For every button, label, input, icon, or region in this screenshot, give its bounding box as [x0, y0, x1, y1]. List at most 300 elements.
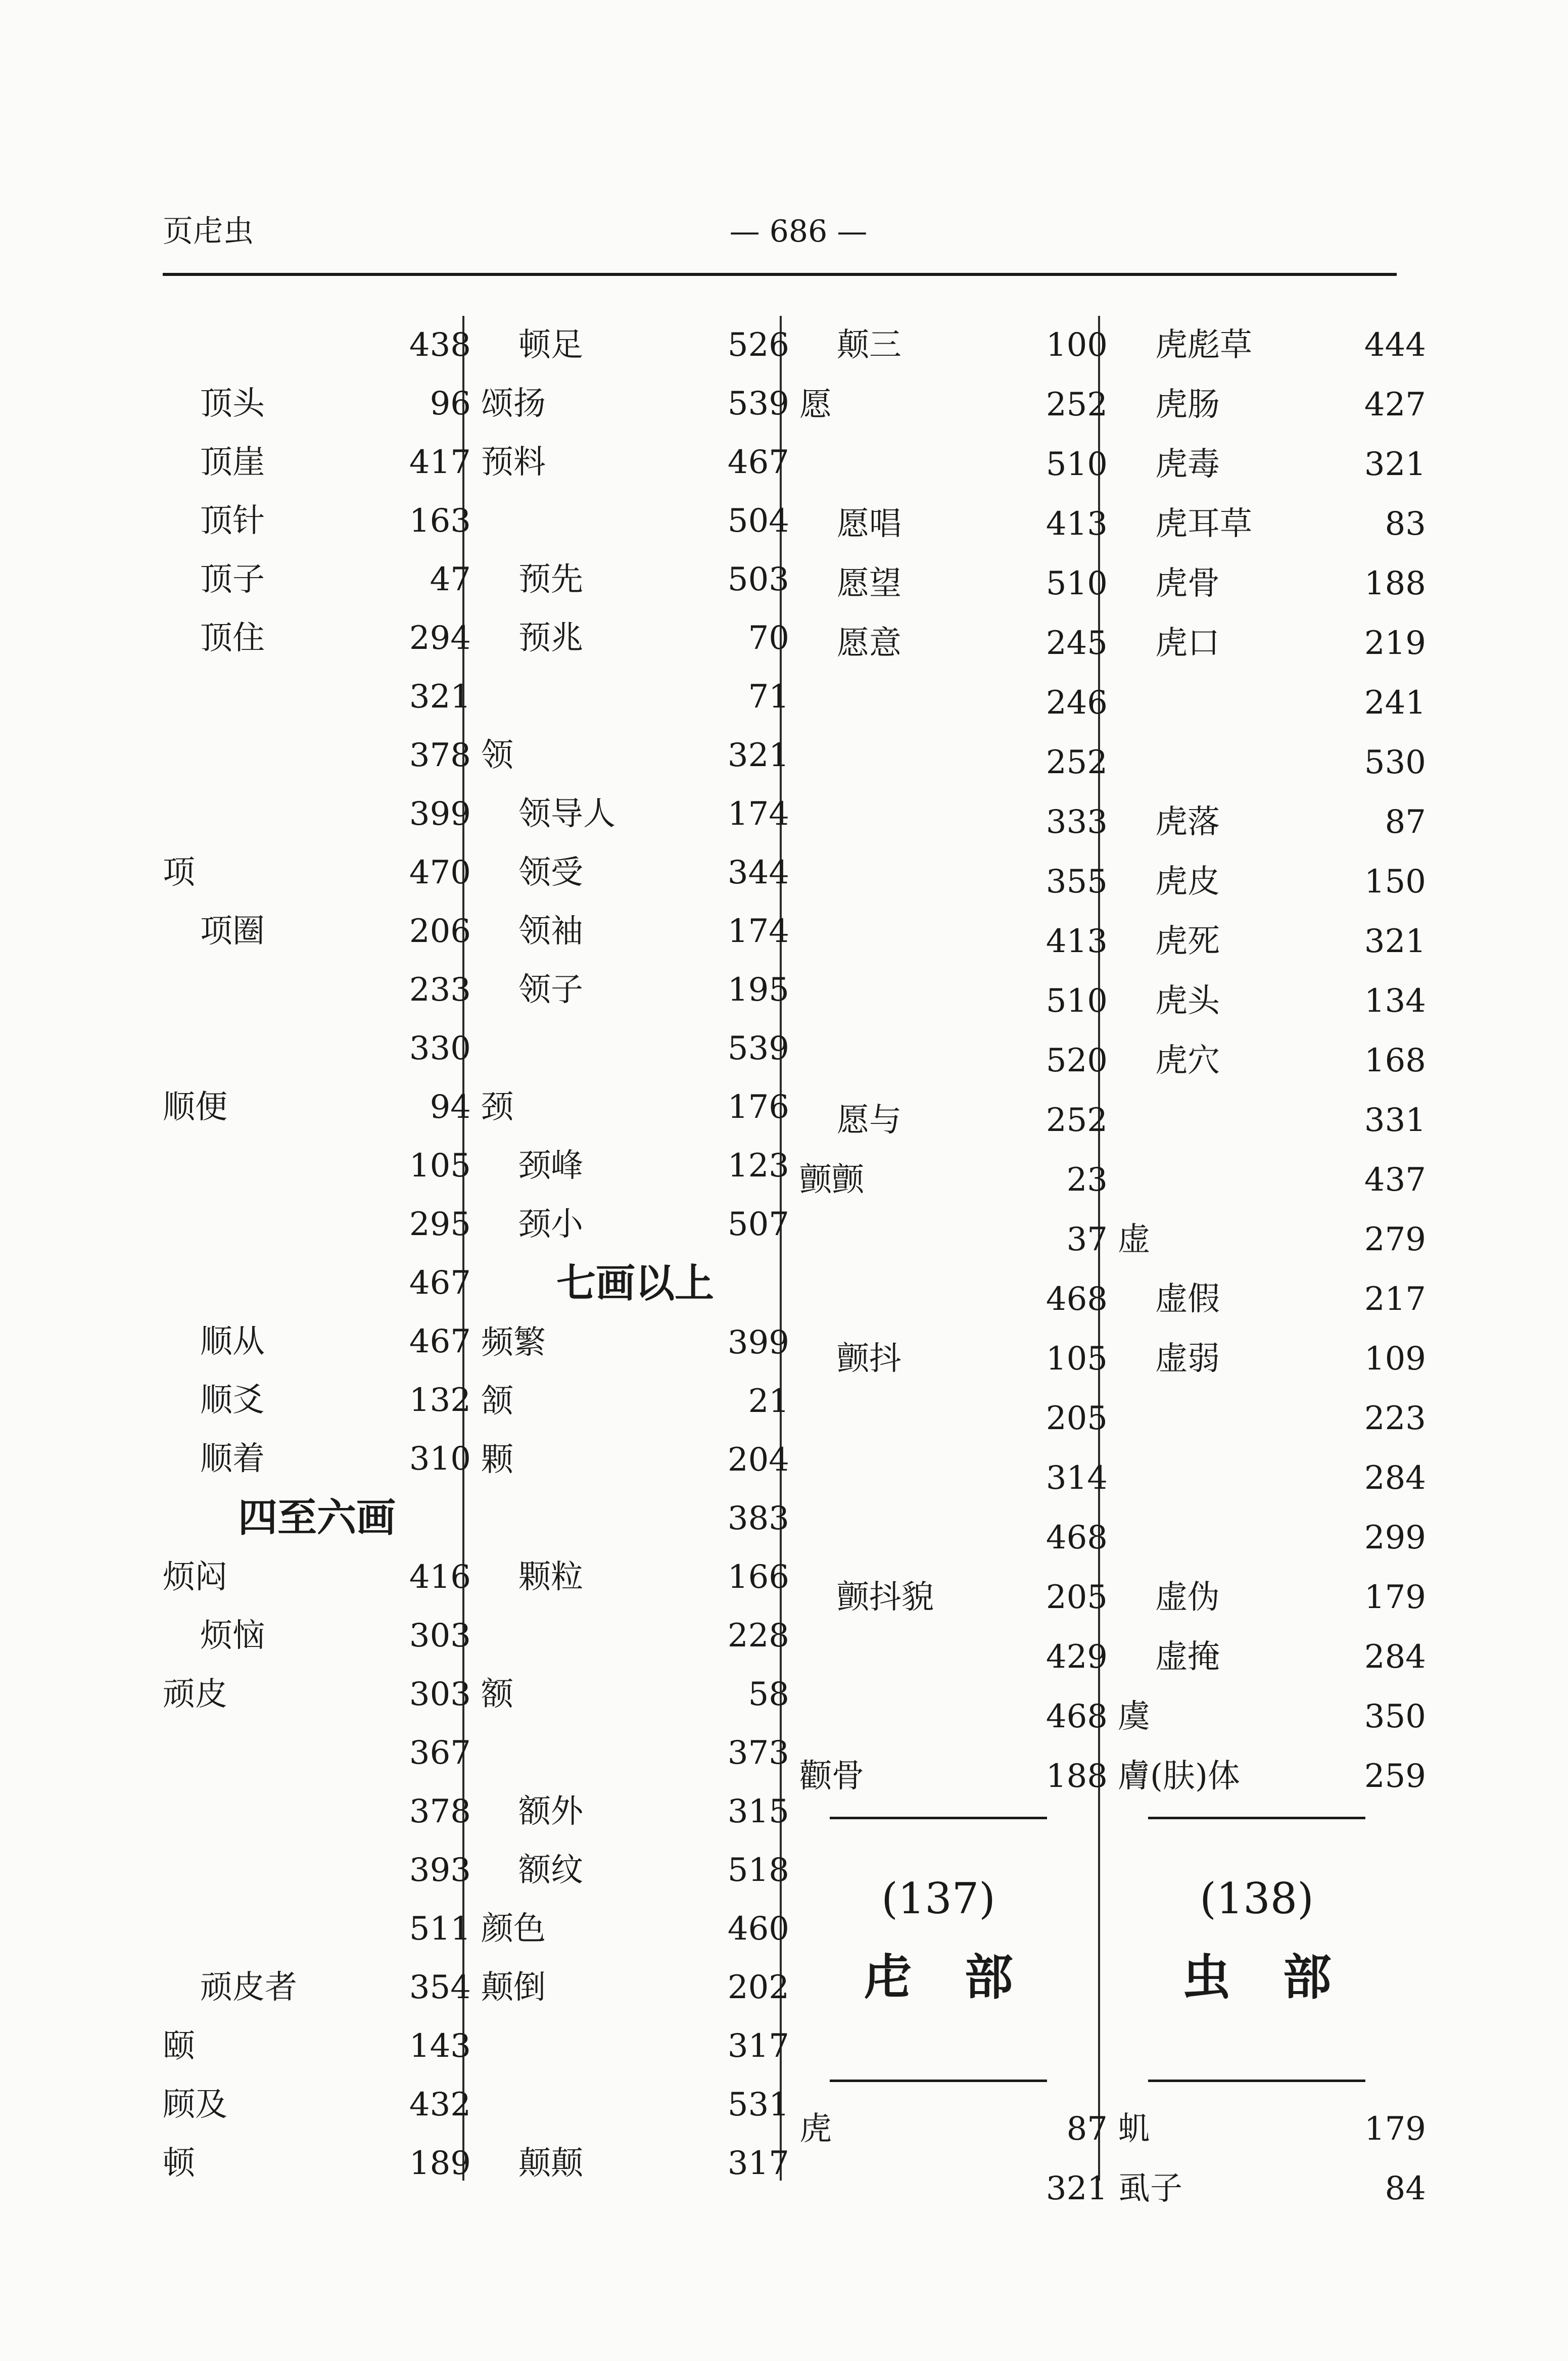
entry-page-number: 195 — [727, 971, 789, 1009]
entry-term: 虚 — [1118, 1221, 1150, 1258]
index-entry — [163, 492, 471, 550]
index-entry — [163, 2134, 471, 2193]
radical-number: (138) — [1200, 1874, 1314, 1923]
entry-term: 顿 — [163, 2145, 195, 2182]
radical-number: (137) — [881, 1874, 995, 1923]
entry-page-number: 539 — [727, 1030, 789, 1067]
entry-page-number: 444 — [1364, 326, 1426, 364]
index-entry — [163, 1665, 471, 1724]
entry-page-number: 531 — [727, 2086, 789, 2123]
index-entry — [799, 853, 1108, 912]
index-entry — [481, 1900, 789, 1958]
entry-term: 颧骨 — [799, 1758, 864, 1795]
entry-term: 虎耳草 — [1155, 505, 1252, 543]
entry-page-number: 321 — [409, 678, 471, 716]
radical-title: 虍 部 — [864, 1949, 1013, 2006]
entry-page-number: 204 — [727, 1441, 789, 1479]
entry-page-number: 413 — [1046, 505, 1108, 543]
index-entry — [163, 1371, 471, 1430]
index-entry — [799, 912, 1108, 972]
entry-term: 顶崖 — [200, 444, 265, 481]
entry-page-number: 58 — [748, 1676, 789, 1713]
running-head-radicals: 页虍虫 — [163, 214, 254, 249]
entry-page-number: 188 — [1364, 565, 1426, 602]
entry-term: 虎穴 — [1155, 1042, 1220, 1079]
index-entry — [799, 1568, 1108, 1628]
entry-page-number: 399 — [409, 795, 471, 833]
index-entry — [1118, 316, 1426, 375]
entry-page-number: 467 — [727, 444, 789, 481]
entry-page-number: 373 — [727, 1734, 789, 1772]
entry-page-number: 510 — [1046, 565, 1108, 602]
index-entry — [481, 961, 789, 1019]
index-entry — [481, 1078, 789, 1137]
index-entry — [163, 1900, 471, 1958]
entry-page-number: 241 — [1364, 684, 1426, 722]
index-entry — [481, 492, 789, 550]
entry-page-number: 378 — [409, 1793, 471, 1830]
entry-term: 颤颤 — [799, 1161, 864, 1199]
entry-term: 烦恼 — [200, 1617, 265, 1655]
entry-page-number: 399 — [727, 1324, 789, 1361]
index-entry — [1118, 793, 1426, 853]
index-entry — [1118, 912, 1426, 972]
entry-page-number: 179 — [1364, 2110, 1426, 2148]
index-entry — [481, 902, 789, 961]
entry-page-number: 284 — [1364, 1638, 1426, 1676]
entry-term: 预料 — [481, 444, 546, 481]
index-entry — [1118, 1270, 1426, 1330]
page-number: — 686 — — [729, 214, 868, 249]
index-column-4 — [1118, 316, 1426, 2219]
index-entry — [163, 1078, 471, 1137]
entry-term: 虮 — [1118, 2110, 1150, 2148]
index-entry — [799, 1210, 1108, 1270]
index-column-2 — [481, 316, 789, 2193]
index-entry — [1118, 1628, 1426, 1687]
index-entry — [799, 793, 1108, 853]
index-entry — [799, 2159, 1108, 2219]
entry-page-number: 123 — [727, 1147, 789, 1185]
index-entry — [799, 674, 1108, 733]
entry-term: 顿足 — [518, 326, 583, 364]
entry-page-number: 223 — [1364, 1400, 1426, 1437]
radical-rule-top — [1148, 1817, 1365, 1819]
entry-term: 膚(肤)体 — [1118, 1758, 1240, 1795]
entry-page-number: 526 — [727, 326, 789, 364]
entry-page-number: 202 — [727, 1969, 789, 2006]
entry-page-number: 510 — [1046, 982, 1108, 1020]
entry-term: 颗 — [481, 1441, 513, 1479]
entry-page-number: 520 — [1046, 1042, 1108, 1079]
index-column-1 — [163, 316, 471, 2193]
index-entry — [1118, 1508, 1426, 1568]
index-entry — [799, 1330, 1108, 1389]
entry-term: 颠倒 — [481, 1969, 546, 2006]
entry-page-number: 206 — [409, 913, 471, 950]
index-entry — [1118, 2100, 1426, 2159]
header-rule — [163, 273, 1397, 276]
entry-page-number: 432 — [409, 2086, 471, 2123]
entry-term: 虚伪 — [1155, 1579, 1220, 1616]
index-entry — [799, 495, 1108, 554]
entry-page-number: 299 — [1364, 1519, 1426, 1556]
entry-page-number: 315 — [727, 1793, 789, 1830]
entry-term: 虎死 — [1155, 923, 1220, 960]
index-entry — [1118, 375, 1426, 435]
entry-page-number: 245 — [1046, 625, 1108, 662]
entry-page-number: 189 — [409, 2145, 471, 2182]
index-entry — [799, 1389, 1108, 1449]
index-entry — [481, 1195, 789, 1254]
index-entry — [1118, 1687, 1426, 1747]
entry-term: 预先 — [518, 561, 583, 598]
entry-page-number: 468 — [1046, 1698, 1108, 1735]
stroke-count-heading: 四至六画 — [237, 1495, 396, 1541]
entry-page-number: 518 — [727, 1852, 789, 1889]
index-entry — [799, 614, 1108, 674]
radical-title: 虫 部 — [1182, 1949, 1332, 2006]
index-entry — [163, 843, 471, 902]
entry-term: 顾及 — [163, 2086, 227, 2123]
entry-term: 愿望 — [837, 565, 901, 602]
entry-page-number: 168 — [1364, 1042, 1426, 1079]
entry-term: 愿 — [799, 386, 832, 423]
index-entry — [799, 375, 1108, 435]
entry-term: 颔 — [481, 1383, 513, 1420]
entry-term: 顽皮者 — [200, 1969, 297, 2006]
index-entry — [163, 785, 471, 843]
entry-term: 虎口 — [1155, 625, 1220, 662]
index-entry — [799, 1687, 1108, 1747]
index-entry — [163, 1254, 471, 1312]
index-entry — [799, 1270, 1108, 1330]
entry-page-number: 205 — [1046, 1579, 1108, 1616]
entry-term: 烦闷 — [163, 1559, 227, 1596]
index-entry — [1118, 495, 1426, 554]
index-entry — [163, 316, 471, 374]
entry-page-number: 295 — [409, 1206, 471, 1243]
index-entry — [163, 374, 471, 433]
entry-page-number: 163 — [409, 502, 471, 540]
entry-term: 颠颠 — [518, 2145, 583, 2182]
entry-page-number: 539 — [727, 385, 789, 422]
entry-term: 愿与 — [837, 1102, 901, 1139]
radical-rule-top — [830, 1817, 1047, 1819]
entry-page-number: 468 — [1046, 1281, 1108, 1318]
index-entry — [799, 1449, 1108, 1508]
index-column-3 — [799, 316, 1108, 2219]
index-entry — [1118, 1449, 1426, 1508]
entry-page-number: 233 — [409, 971, 471, 1009]
entry-page-number: 504 — [727, 502, 789, 540]
entry-page-number: 252 — [1046, 744, 1108, 781]
entry-term: 颠三 — [837, 326, 901, 364]
index-entry — [1118, 1389, 1426, 1449]
entry-page-number: 94 — [430, 1089, 471, 1126]
entry-page-number: 383 — [727, 1500, 789, 1537]
index-entry — [1118, 435, 1426, 495]
entry-page-number: 355 — [1046, 863, 1108, 901]
index-entry — [163, 902, 471, 961]
index-entry — [1118, 1091, 1426, 1151]
index-entry — [481, 316, 789, 374]
entry-page-number: 350 — [1364, 1698, 1426, 1735]
index-entry — [481, 1137, 789, 1195]
entry-page-number: 470 — [409, 854, 471, 891]
index-entry — [799, 1031, 1108, 1091]
index-entry — [163, 1137, 471, 1195]
entry-term: 顺从 — [200, 1323, 265, 1360]
entry-term: 额外 — [518, 1793, 583, 1830]
entry-page-number: 303 — [409, 1617, 471, 1655]
entry-term: 颂扬 — [481, 385, 546, 422]
entry-page-number: 259 — [1364, 1758, 1426, 1795]
entry-page-number: 417 — [409, 444, 471, 481]
entry-term: 领导人 — [518, 795, 615, 833]
index-entry — [481, 2075, 789, 2134]
entry-term: 顶子 — [200, 561, 265, 598]
index-entry — [481, 1372, 789, 1431]
index-entry — [163, 1312, 471, 1371]
index-entry — [1118, 1151, 1426, 1210]
index-entry — [1118, 733, 1426, 793]
entry-page-number: 23 — [1066, 1161, 1108, 1199]
entry-page-number: 503 — [727, 561, 789, 598]
index-entry — [481, 1489, 789, 1548]
entry-term: 颈峰 — [518, 1147, 583, 1185]
entry-page-number: 511 — [409, 1910, 471, 1948]
index-entry — [1118, 1031, 1426, 1091]
entry-term: 领子 — [518, 971, 583, 1009]
entry-page-number: 321 — [1046, 2170, 1108, 2207]
entry-page-number: 367 — [409, 1734, 471, 1772]
entry-term: 愿唱 — [837, 505, 901, 543]
entry-page-number: 427 — [1364, 386, 1426, 423]
entry-page-number: 217 — [1364, 1281, 1426, 1318]
entry-page-number: 83 — [1385, 505, 1426, 543]
entry-page-number: 166 — [727, 1559, 789, 1596]
entry-term: 频繁 — [481, 1324, 546, 1361]
index-entry — [163, 1607, 471, 1665]
index-entry — [799, 1151, 1108, 1210]
index-entry — [163, 1019, 471, 1078]
entry-page-number: 321 — [727, 737, 789, 774]
entry-page-number: 174 — [727, 795, 789, 833]
index-entry — [481, 2017, 789, 2075]
index-entry — [1118, 1568, 1426, 1628]
index-entry — [799, 972, 1108, 1031]
entry-term: 虚弱 — [1155, 1340, 1220, 1378]
entry-term: 虎骨 — [1155, 565, 1220, 602]
index-entry — [163, 550, 471, 609]
entry-page-number: 96 — [430, 385, 471, 422]
entry-page-number: 109 — [1364, 1340, 1426, 1378]
entry-page-number: 176 — [727, 1089, 789, 1126]
entry-term: 额 — [481, 1676, 513, 1713]
index-entry — [799, 1508, 1108, 1568]
entry-term: 虎头 — [1155, 982, 1220, 1020]
index-entry — [1118, 1747, 1426, 1807]
entry-page-number: 150 — [1364, 863, 1426, 901]
index-entry — [163, 1548, 471, 1607]
index-entry — [481, 785, 789, 843]
entry-term: 顺着 — [200, 1440, 265, 1478]
entry-page-number: 429 — [1046, 1638, 1108, 1676]
entry-page-number: 321 — [1364, 923, 1426, 960]
index-entry — [799, 1091, 1108, 1151]
entry-page-number: 413 — [1046, 923, 1108, 960]
entry-term: 额纹 — [518, 1852, 583, 1889]
index-entry — [163, 668, 471, 726]
entry-page-number: 416 — [409, 1559, 471, 1596]
entry-page-number: 467 — [409, 1264, 471, 1302]
entry-term: 颤抖貌 — [837, 1579, 934, 1616]
index-entry — [1118, 853, 1426, 912]
index-entry — [481, 1782, 789, 1841]
index-entry — [163, 1430, 471, 1488]
radical-section — [799, 1807, 1108, 2100]
entry-page-number: 354 — [409, 1969, 471, 2006]
index-entry — [481, 2134, 789, 2193]
entry-page-number: 84 — [1385, 2170, 1426, 2207]
entry-term: 虎肠 — [1155, 386, 1220, 423]
entry-page-number: 510 — [1046, 446, 1108, 483]
entry-term: 虞 — [1118, 1698, 1150, 1735]
index-entry — [1118, 614, 1426, 674]
index-entry — [799, 2100, 1108, 2159]
entry-page-number: 188 — [1046, 1758, 1108, 1795]
entry-page-number: 143 — [409, 2027, 471, 2065]
entry-term: 领 — [481, 737, 513, 774]
index-entry — [481, 609, 789, 668]
entry-page-number: 179 — [1364, 1579, 1426, 1616]
entry-term: 颈 — [481, 1089, 513, 1126]
radical-section — [1118, 1807, 1426, 2100]
index-entry — [481, 1841, 789, 1900]
entry-page-number: 378 — [409, 737, 471, 774]
entry-term: 颤抖 — [837, 1340, 901, 1378]
index-entry — [481, 374, 789, 433]
entry-term: 顶住 — [200, 620, 265, 657]
index-entry — [481, 726, 789, 785]
index-entry — [163, 1841, 471, 1900]
entry-term: 顺爻 — [200, 1382, 265, 1419]
entry-page-number: 284 — [1364, 1459, 1426, 1497]
entry-term: 顶头 — [200, 385, 265, 422]
index-entry — [163, 433, 471, 492]
index-entry — [1118, 1210, 1426, 1270]
entry-term: 项 — [163, 854, 195, 891]
entry-term: 虚掩 — [1155, 1638, 1220, 1676]
entry-term: 虎彪草 — [1155, 326, 1252, 364]
entry-page-number: 467 — [409, 1323, 471, 1360]
index-entry — [1118, 554, 1426, 614]
entry-page-number: 333 — [1046, 804, 1108, 841]
entry-page-number: 330 — [409, 1030, 471, 1067]
entry-page-number: 70 — [748, 620, 789, 657]
entry-term: 愿意 — [837, 625, 901, 662]
index-entry — [481, 1665, 789, 1724]
index-entry — [481, 1431, 789, 1489]
entry-page-number: 310 — [409, 1440, 471, 1478]
entry-page-number: 219 — [1364, 625, 1426, 662]
index-entry — [481, 550, 789, 609]
index-entry — [481, 1019, 789, 1078]
entry-page-number: 331 — [1364, 1102, 1426, 1139]
index-entry — [163, 961, 471, 1019]
index-entry — [481, 1607, 789, 1665]
entry-page-number: 21 — [748, 1383, 789, 1420]
index-entry — [481, 1548, 789, 1607]
entry-page-number: 279 — [1364, 1221, 1426, 1258]
entry-term: 领受 — [518, 854, 583, 891]
index-entry — [799, 1628, 1108, 1687]
entry-page-number: 344 — [727, 854, 789, 891]
entry-page-number: 317 — [727, 2027, 789, 2065]
entry-page-number: 507 — [727, 1206, 789, 1243]
entry-term: 虚假 — [1155, 1281, 1220, 1318]
index-entry — [481, 843, 789, 902]
index-entry — [163, 726, 471, 785]
index-entry — [799, 435, 1108, 495]
entry-page-number: 105 — [1046, 1340, 1108, 1378]
entry-page-number: 303 — [409, 1676, 471, 1713]
index-entry — [1118, 2159, 1426, 2219]
index-entry — [1118, 1330, 1426, 1389]
index-entry — [163, 1724, 471, 1782]
index-entry — [163, 1195, 471, 1254]
entry-page-number: 252 — [1046, 386, 1108, 423]
entry-term: 顶针 — [200, 502, 265, 540]
entry-term: 虱子 — [1118, 2170, 1182, 2207]
entry-page-number: 460 — [727, 1910, 789, 1948]
entry-page-number: 252 — [1046, 1102, 1108, 1139]
entry-page-number: 437 — [1364, 1161, 1426, 1199]
entry-term: 虎毒 — [1155, 446, 1220, 483]
entry-term: 颜色 — [481, 1910, 546, 1948]
entry-page-number: 294 — [409, 620, 471, 657]
index-entry — [163, 609, 471, 668]
index-entry — [163, 2075, 471, 2134]
index-entry — [481, 668, 789, 726]
entry-page-number: 228 — [727, 1617, 789, 1655]
index-entry — [799, 554, 1108, 614]
entry-term: 虎落 — [1155, 804, 1220, 841]
radical-rule-bottom — [830, 2080, 1047, 2082]
index-entry — [481, 1313, 789, 1372]
index-entry — [799, 316, 1108, 375]
entry-term: 虎 — [799, 2110, 832, 2148]
entry-page-number: 134 — [1364, 982, 1426, 1020]
entry-page-number: 132 — [409, 1382, 471, 1419]
entry-page-number: 438 — [409, 326, 471, 364]
entry-page-number: 87 — [1066, 2110, 1108, 2148]
entry-term: 预兆 — [518, 620, 583, 657]
entry-page-number: 37 — [1066, 1221, 1108, 1258]
radical-rule-bottom — [1148, 2080, 1365, 2082]
index-entry — [799, 733, 1108, 793]
entry-page-number: 530 — [1364, 744, 1426, 781]
index-entry — [163, 1782, 471, 1841]
entry-page-number: 246 — [1046, 684, 1108, 722]
entry-page-number: 174 — [727, 913, 789, 950]
entry-page-number: 71 — [748, 678, 789, 716]
entry-term: 顺便 — [163, 1089, 227, 1126]
entry-page-number: 393 — [409, 1852, 471, 1889]
entry-page-number: 321 — [1364, 446, 1426, 483]
index-entry — [481, 1724, 789, 1782]
